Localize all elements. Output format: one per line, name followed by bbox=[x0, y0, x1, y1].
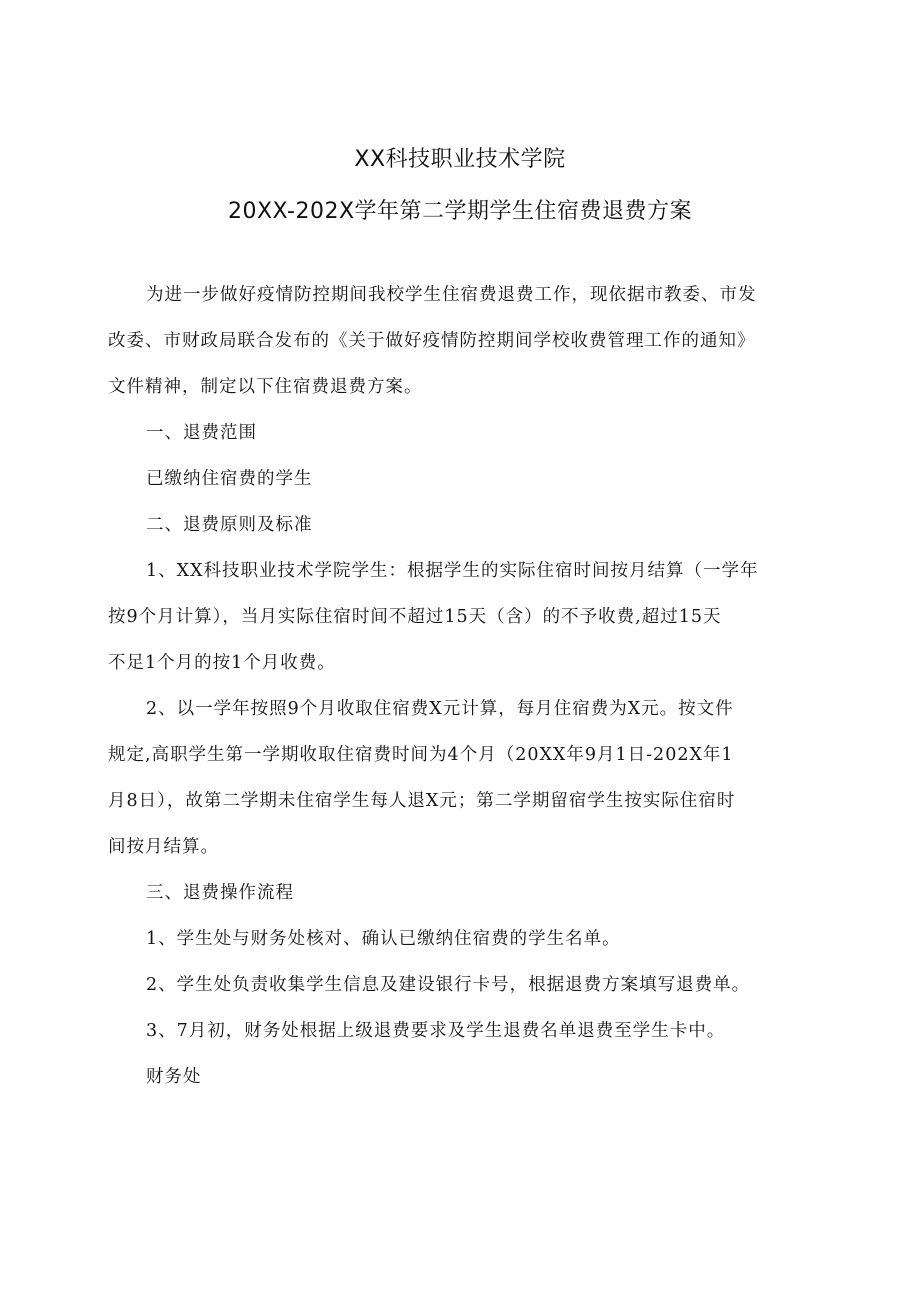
section-text: 已缴纳住宿费的学生 bbox=[146, 469, 313, 489]
process-item: 1、学生处与财务处核对、确认已缴纳住宿费的学生名单。 bbox=[146, 929, 621, 949]
item-line: 间按月结算。 bbox=[108, 837, 219, 857]
section-heading: 三、退费操作流程 bbox=[146, 883, 294, 903]
principle-item-1 bbox=[108, 548, 818, 686]
signature-block bbox=[108, 1054, 818, 1100]
section-refund-scope bbox=[108, 410, 818, 502]
section-heading: 二、退费原则及标准 bbox=[146, 515, 313, 535]
title-school-name: XX科技职业技术学院 bbox=[354, 147, 566, 172]
section-refund-process bbox=[108, 870, 818, 1054]
process-item: 2、学生处负责收集学生信息及建设银行卡号，根据退费方案填写退费单。 bbox=[146, 975, 751, 995]
item-line: 按9个月计算），当月实际住宿时间不超过15天（含）的不予收费,超过15天 bbox=[108, 607, 722, 627]
intro-line: 文件精神，制定以下住宿费退费方案。 bbox=[108, 377, 423, 397]
section-heading: 一、退费范围 bbox=[146, 423, 257, 443]
item-line: 1、XX科技职业技术学院学生：根据学生的实际住宿时间按月结算（一学年 bbox=[146, 561, 759, 581]
section-refund-principles bbox=[108, 502, 818, 870]
item-line: 2、以一学年按照9个月收取住宿费X元计算，每月住宿费为X元。按文件 bbox=[146, 699, 734, 719]
document-body bbox=[108, 272, 818, 1100]
intro-line: 为进一步做好疫情防控期间我校学生住宿费退费工作，现依据市教委、市发 bbox=[146, 285, 757, 305]
process-item: 3、7月初，财务处根据上级退费要求及学生退费名单退费至学生卡中。 bbox=[146, 1021, 726, 1041]
signature: 财务处 bbox=[146, 1067, 202, 1087]
item-line: 规定,高职学生第一学期收取住宿费时间为4个月（20XX年9月1日-202X年1 bbox=[108, 745, 734, 765]
title-plan-name: 20XX-202X学年第二学期学生住宿费退费方案 bbox=[227, 199, 693, 224]
intro-line: 改委、市财政局联合发布的《关于做好疫情防控期间学校收费管理工作的通知》 bbox=[108, 331, 756, 351]
item-line: 不足1个月的按1个月收费。 bbox=[108, 653, 336, 673]
item-line: 月8日），故第二学期未住宿学生每人退X元；第二学期留宿学生按实际住宿时 bbox=[108, 791, 736, 811]
document-title bbox=[0, 134, 920, 238]
principle-item-2 bbox=[108, 686, 818, 870]
intro-paragraph bbox=[108, 272, 818, 410]
